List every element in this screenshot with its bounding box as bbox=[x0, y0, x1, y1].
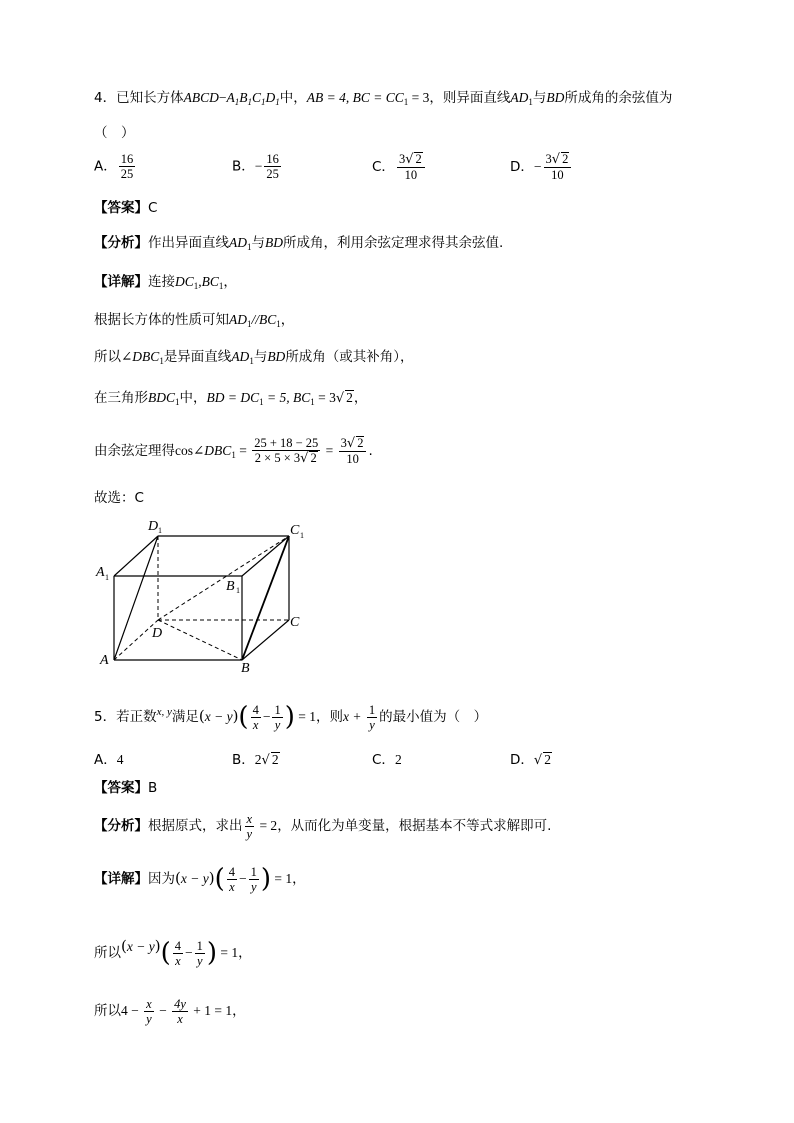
svg-text:1: 1 bbox=[158, 526, 162, 535]
q4-option-a[interactable]: A． $\frac{16}{25}$ bbox=[94, 152, 134, 181]
svg-text:1: 1 bbox=[105, 573, 109, 582]
q4-analysis: 【分析】作出异面直线$AD_1$与BD所成角，利用余弦定理求得其余弦值. bbox=[94, 235, 504, 252]
q5-answer: 【答案】B bbox=[94, 780, 158, 796]
q4-choose: 故选：C bbox=[94, 490, 144, 506]
segment-AD1 bbox=[114, 536, 158, 660]
label-A1: A bbox=[96, 565, 105, 580]
label-D1: D bbox=[148, 519, 159, 534]
q5-analysis: 【分析】根据原式，求出 $\frac{x}{y}$ = 2，从而化为单变量，根据基本不等式求解即可. bbox=[94, 811, 552, 841]
cuboid-figure bbox=[92, 514, 312, 674]
label-D: D bbox=[152, 626, 163, 641]
q4-paren: （ ） bbox=[94, 125, 135, 141]
label-C: C bbox=[290, 615, 300, 630]
label-B: B bbox=[241, 661, 250, 674]
q5-step-2: 所以(x − y)( $\frac{4}{x}$ − $\frac{1}{y}$ ) = 1， bbox=[94, 937, 252, 968]
segment-BC1 bbox=[242, 536, 289, 660]
q5-option-a[interactable]: A．4 bbox=[94, 752, 124, 768]
q5-option-c[interactable]: C．2 bbox=[372, 752, 402, 768]
q4-step-4: 在三角形$BDC_1$中，BD = $DC_1 = 5$, $BC_1 = 3√$ 2， bbox=[94, 390, 368, 407]
label-A: A bbox=[100, 653, 109, 668]
segment-BD-hidden bbox=[158, 620, 242, 660]
q5-option-d[interactable]: D．√ 2 bbox=[510, 752, 551, 768]
q4-option-c[interactable]: C． $\frac{3√ 2}{10}$ bbox=[372, 152, 427, 182]
q4-stem: 4．已知长方体$ABCD-A_1B_1C_1D_1$中，AB = 4, BC = $CC_1 = 3$，则异面直线$AD_1$与BD所成角的余弦值为 bbox=[94, 90, 673, 107]
segment-DC1-hidden bbox=[158, 536, 289, 620]
label-B1: B bbox=[226, 579, 235, 594]
q5-step-3: 所以4 − $\frac{x}{y}$ − $\frac{4y}{x}$ + 1 = 1， bbox=[94, 996, 246, 1026]
q4-option-d[interactable]: D．− $\frac{3√ 2}{10}$ bbox=[510, 152, 573, 182]
q4-step-3: 所以$\angle DBC_1$是异面直线$AD_1$与BD所成角（或其补角）， bbox=[94, 349, 414, 366]
label-C1: C bbox=[290, 523, 300, 538]
svg-text:1: 1 bbox=[236, 586, 240, 595]
svg-text:1: 1 bbox=[300, 531, 304, 540]
q5-detail: 【详解】因为(x − y)( $\frac{4}{x}$ − $\frac{1}{y}$ ) = 1， bbox=[94, 864, 306, 894]
q4-option-b[interactable]: B．− $\frac{16}{25}$ bbox=[232, 152, 279, 181]
q5-option-b[interactable]: B．2√ 2 bbox=[232, 752, 279, 768]
q4-step-2: 根据长方体的性质可知$AD_1//BC_1$， bbox=[94, 312, 295, 329]
top-face: $A_1B_1C_1D_1$ bbox=[226, 90, 280, 107]
q4-answer: 【答案】C bbox=[94, 200, 158, 216]
q4-step-5: 由余弦定理得$\cos\angle DBC_1$ = $\frac{25 + 18 - 25}{2 \times 5 \times 3√ 2}$ = $\frac{3√ 2}{10}$ . bbox=[94, 436, 373, 466]
q4-detail: 【详解】连接$DC_1,BC_1$， bbox=[94, 274, 237, 291]
q5-stem: 5．若正数$^{x, y}$满足(x − y)( $\frac{4}{x}$ − $\frac{1}{y}$ ) = 1，则x + $\frac{1}{y}$ 的最小值为（ ） bbox=[94, 702, 488, 732]
